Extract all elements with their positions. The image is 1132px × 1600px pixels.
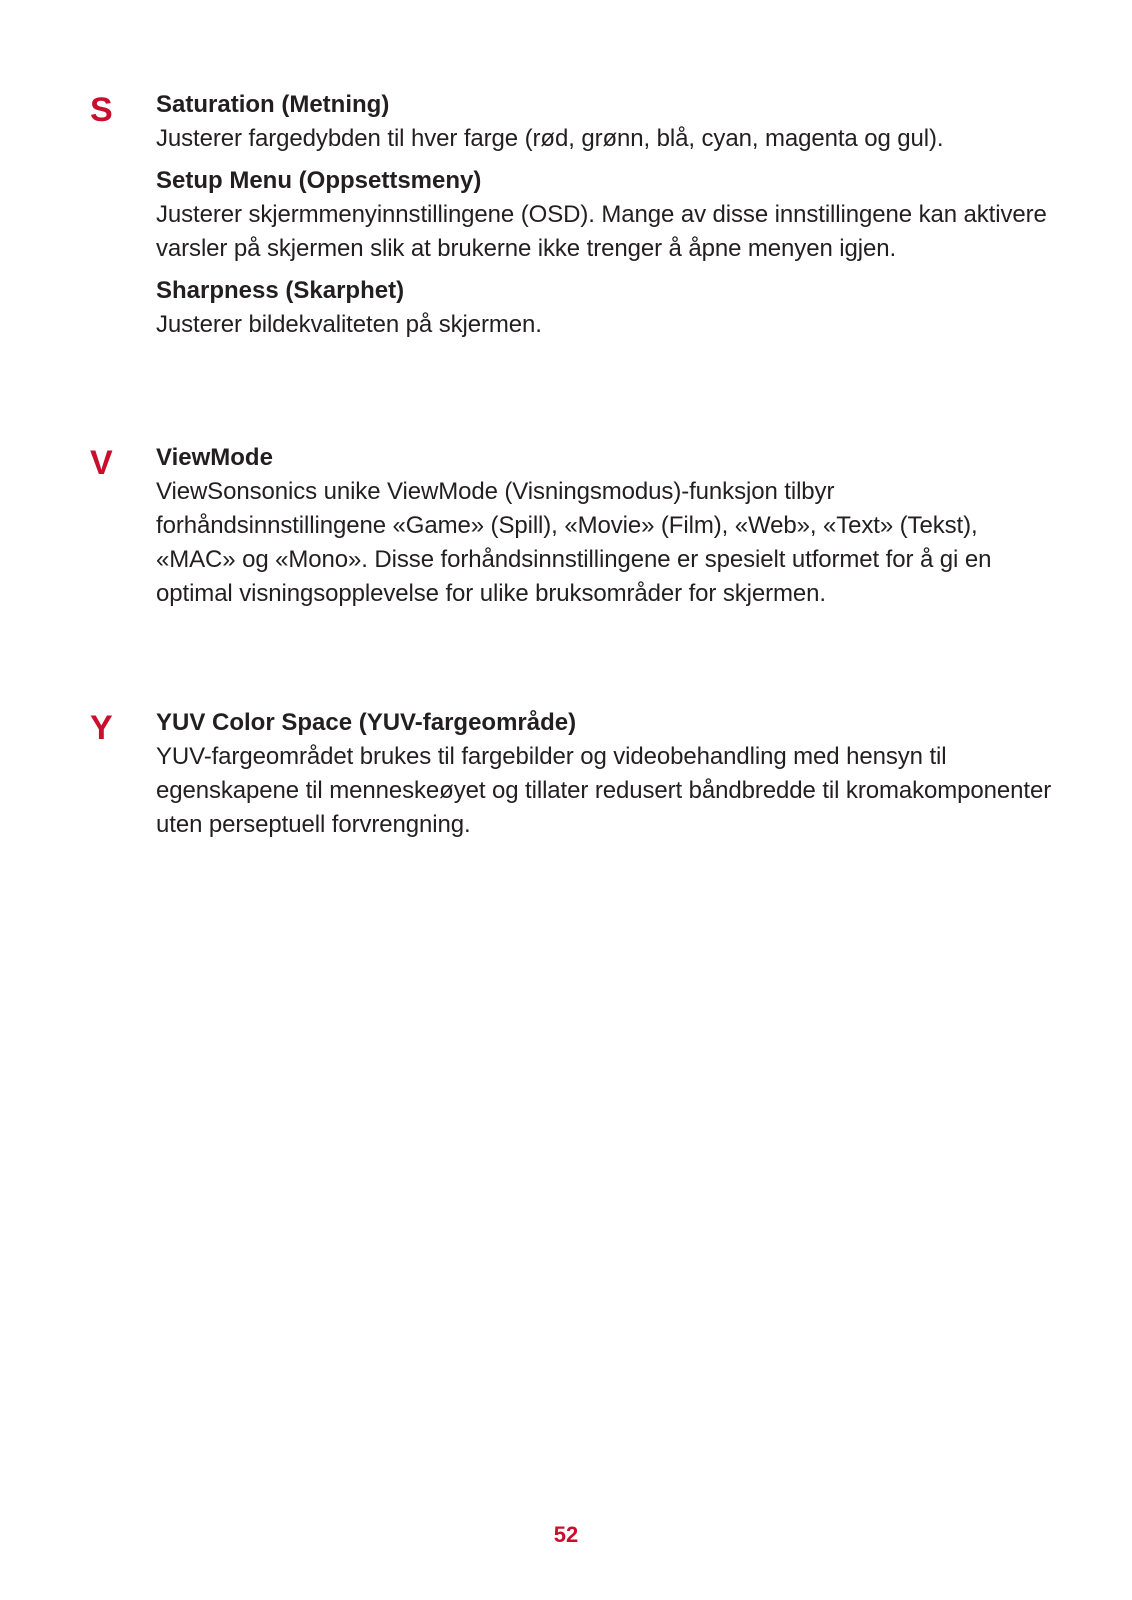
section-letter: V bbox=[90, 444, 113, 482]
glossary-entry bbox=[156, 276, 1056, 342]
section-letter: Y bbox=[90, 709, 113, 747]
page-number: 52 bbox=[553, 1522, 579, 1547]
entry-term: Saturation (Metning) bbox=[156, 91, 390, 118]
section-letter: S bbox=[90, 91, 113, 129]
entry-term: YUV Color Space (YUV-fargeområde) bbox=[156, 709, 577, 736]
glossary-entry bbox=[156, 443, 1056, 611]
entry-term: Setup Menu (Oppsettsmeny) bbox=[156, 167, 482, 194]
entry-description: Justerer fargedybden til hver farge (rød, grønn, blå, cyan, magenta og gul). bbox=[156, 125, 944, 152]
entry-list bbox=[156, 90, 1056, 352]
entry-description: Justerer skjermmenyinnstillingene (OSD). Mange av disse innstillingene kan aktivere varsler på skjermen slik at brukerne ikke trenger å åpne menyen igjen. bbox=[156, 201, 1047, 262]
entry-term: ViewMode bbox=[156, 444, 273, 471]
entry-list bbox=[156, 443, 1056, 621]
entry-description: YUV-fargeområdet brukes til fargebilder og videobehandling med hensyn til egenskapene til menneskeøyet og tillater redusert båndbredde til kromakomponenter uten perseptuell forvrengning. bbox=[156, 743, 1052, 838]
glossary-entry bbox=[156, 708, 1056, 842]
entry-term: Sharpness (Skarphet) bbox=[156, 277, 405, 304]
entry-list bbox=[156, 708, 1056, 852]
entry-description: Justerer bildekvaliteten på skjermen. bbox=[156, 311, 542, 338]
entry-description: ViewSonsonics unike ViewMode (Visningsmodus)-funksjon tilbyr forhåndsinnstillingene «Game» (Spill), «Movie» (Film), «Web», «Text» (Tekst), «MAC» og «Mono». Disse forhåndsinnstillingene er spesielt utformet for å gi en optimal visningsopplevelse for ulike bruksområder for skjermen. bbox=[156, 478, 992, 607]
glossary-entry bbox=[156, 90, 1056, 156]
glossary-entry bbox=[156, 166, 1056, 266]
